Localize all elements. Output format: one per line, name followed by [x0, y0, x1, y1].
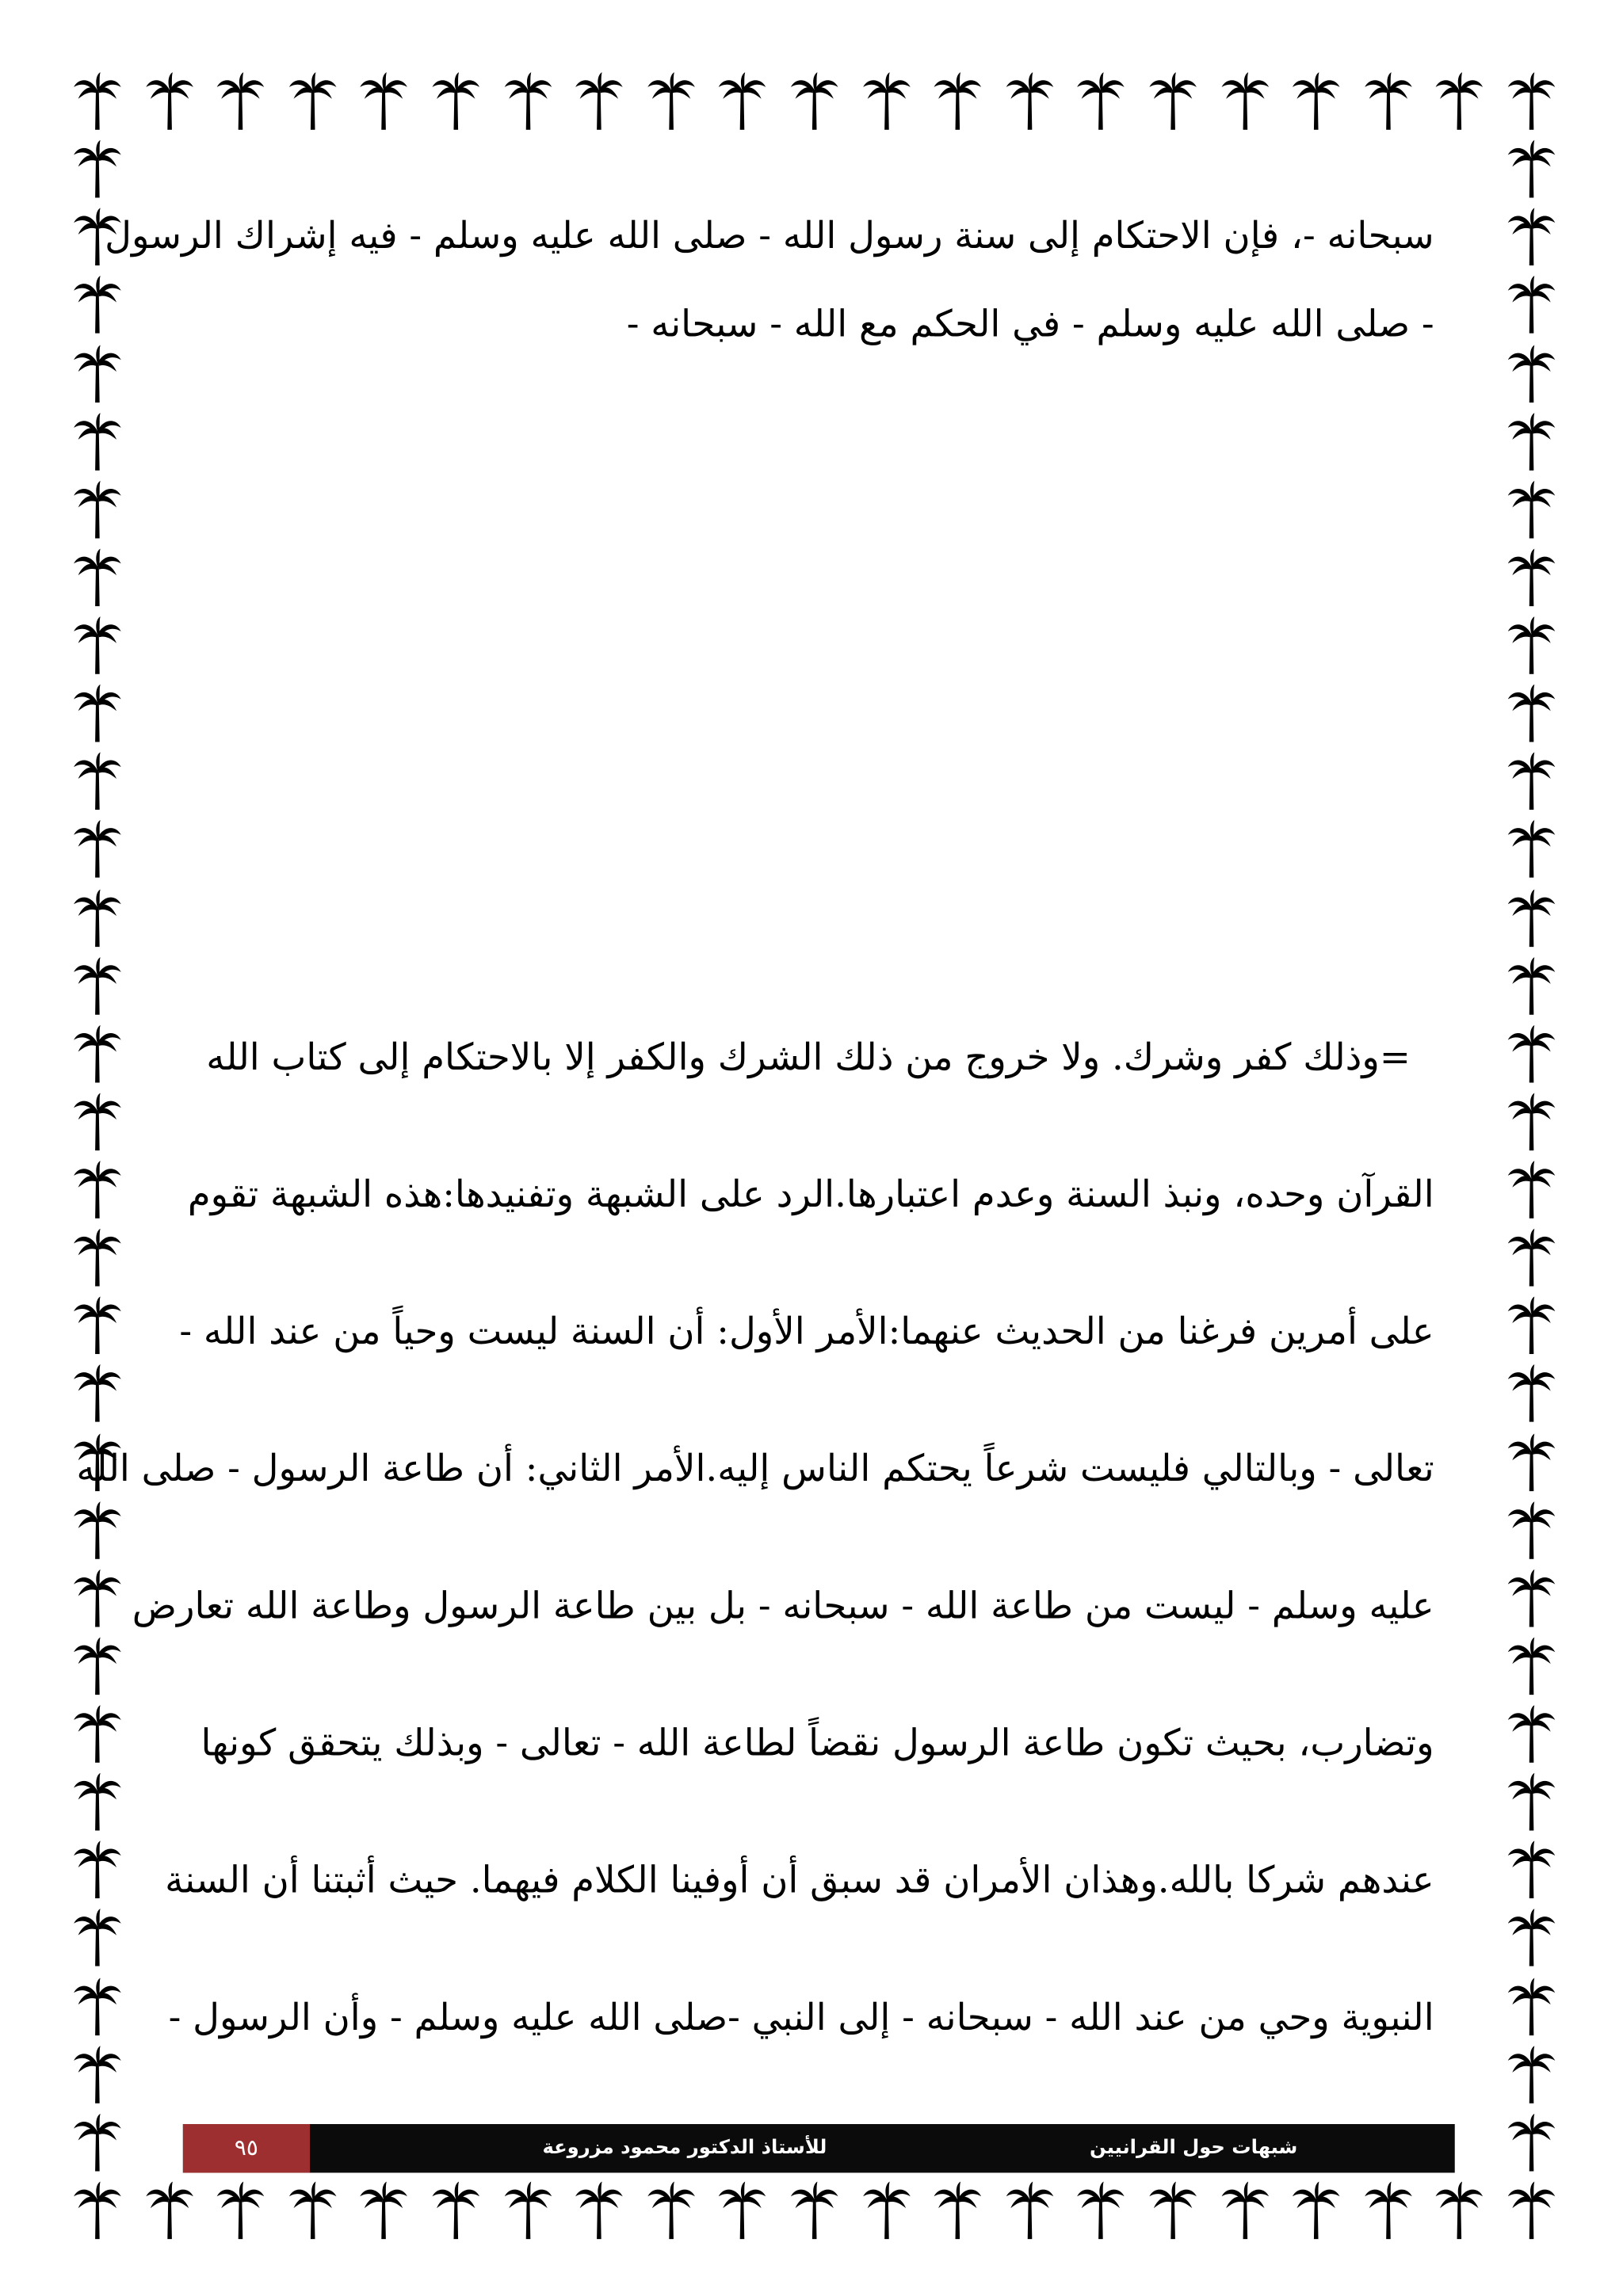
palm-tree-icon [1507, 887, 1556, 946]
palm-tree-icon [1005, 2180, 1055, 2239]
palm-tree-icon [1220, 2180, 1270, 2239]
palm-tree-icon [359, 2180, 409, 2239]
palm-tree-icon [1507, 479, 1556, 538]
palm-tree-icon [216, 71, 265, 129]
text-line: عليه وسلم - ليست من طاعة الله - سبحانه - بل بين طاعة الرسول وطاعة الله تعارض [132, 1584, 1434, 1627]
palm-tree-icon [72, 275, 122, 334]
palm-tree-icon [431, 71, 481, 129]
palm-tree-icon [1507, 343, 1556, 402]
palm-tree-icon [72, 547, 122, 606]
top-paragraph [105, 192, 1434, 368]
palm-tree-icon [1076, 71, 1126, 129]
text-line: سبحانه -، فإن الاحتكام إلى سنة رسول الله - صلى الله عليه وسلم - فيه إشراك الرسول [105, 213, 1434, 257]
palm-tree-icon [1507, 1908, 1556, 1966]
palm-tree-icon [1434, 71, 1484, 129]
palm-tree-icon [72, 1295, 122, 1354]
palm-tree-icon [72, 955, 122, 1014]
palm-tree-icon [1507, 1704, 1556, 1763]
palm-tree-icon [144, 2180, 194, 2239]
palm-tree-icon [1434, 2180, 1484, 2239]
palm-tree-icon [1076, 2180, 1126, 2239]
palm-tree-icon [72, 139, 122, 197]
palm-tree-icon [72, 1704, 122, 1763]
palm-tree-icon [72, 2044, 122, 2103]
palm-tree-icon [1363, 2180, 1413, 2239]
palm-tree-icon [72, 819, 122, 878]
palm-tree-icon [1291, 71, 1341, 129]
palm-tree-icon [72, 615, 122, 673]
palm-tree-icon [1507, 1568, 1556, 1627]
palm-tree-icon [72, 2112, 122, 2171]
palm-tree-icon [72, 71, 122, 129]
palm-tree-icon [1507, 547, 1556, 606]
palm-tree-icon [1507, 2180, 1556, 2239]
palm-tree-icon [72, 887, 122, 946]
palm-tree-icon [1148, 2180, 1197, 2239]
palm-tree-icon [718, 2180, 768, 2239]
palm-tree-icon [1507, 1227, 1556, 1286]
text-line: النبوية وحي من عند الله - سبحانه - إلى النبي -صلى الله عليه وسلم - وأن الرسول - [168, 1996, 1434, 2039]
palm-tree-icon [288, 71, 338, 129]
text-line: عندهم شركا بالله.وهذان الأمران قد سبق أن أوفينا الكلام فيهما. حيث أثبتنا أن السنة [165, 1858, 1434, 1901]
palm-tree-icon [1507, 2112, 1556, 2171]
palm-tree-icon [72, 1227, 122, 1286]
palm-tree-icon [646, 71, 696, 129]
palm-tree-icon [72, 683, 122, 742]
palm-tree-icon [72, 411, 122, 470]
palm-tree-icon [1507, 1295, 1556, 1354]
palm-tree-icon [216, 2180, 265, 2239]
palm-tree-icon [575, 71, 624, 129]
palm-tree-icon [72, 479, 122, 538]
palm-tree-icon [1507, 683, 1556, 742]
page-number: ٩٥ [183, 2124, 310, 2172]
palm-tree-icon [1005, 71, 1055, 129]
palm-tree-icon [1507, 1500, 1556, 1558]
palm-tree-icon [72, 1908, 122, 1966]
palm-tree-icon [72, 1636, 122, 1695]
palm-tree-icon [861, 2180, 911, 2239]
palm-tree-icon [1507, 1432, 1556, 1490]
palm-tree-icon [646, 2180, 696, 2239]
palm-tree-icon [1507, 1363, 1556, 1422]
palm-tree-icon [1507, 615, 1556, 673]
palm-tree-icon [72, 1840, 122, 1898]
palm-tree-icon [1507, 139, 1556, 197]
palm-tree-icon [718, 71, 768, 129]
palm-tree-icon [1363, 71, 1413, 129]
palm-tree-icon [359, 71, 409, 129]
palm-tree-icon [1507, 1159, 1556, 1218]
palm-tree-icon [1220, 71, 1270, 129]
palm-tree-icon [1507, 71, 1556, 129]
footer-book-title: شبهات حول القرانيين [1090, 2137, 1298, 2160]
palm-tree-icon [933, 71, 983, 129]
palm-tree-icon [1507, 207, 1556, 265]
palm-tree-icon [72, 1772, 122, 1830]
palm-tree-icon [72, 343, 122, 402]
text-line: - صلى الله عليه وسلم - في الحكم مع الله - سبحانه - [626, 302, 1434, 345]
palm-tree-icon [431, 2180, 481, 2239]
palm-tree-icon [1507, 1772, 1556, 1830]
main-paragraph [76, 988, 1434, 2085]
palm-tree-icon [72, 1976, 122, 2035]
palm-tree-icon [502, 2180, 552, 2239]
text-line: على أمرين فرغنا من الحديث عنهما:الأمر الأول: أن السنة ليست وحياً من عند الله - [179, 1310, 1434, 1353]
palm-tree-icon [575, 2180, 624, 2239]
palm-tree-icon [1507, 1976, 1556, 2035]
page-footer [183, 2124, 1455, 2172]
palm-tree-icon [72, 1568, 122, 1627]
palm-tree-icon [1507, 275, 1556, 334]
text-line: تعالى - وبالتالي فليست شرعاً يحتكم الناس إليه.الأمر الثاني: أن طاعة الرسول - صلى الله [76, 1447, 1434, 1490]
palm-tree-icon [1507, 2044, 1556, 2103]
palm-tree-icon [288, 2180, 338, 2239]
palm-tree-icon [1507, 1092, 1556, 1150]
palm-tree-icon [1507, 1840, 1556, 1898]
text-line: القرآن وحده، ونبذ السنة وعدم اعتبارها.الرد على الشبهة وتفنيدها:هذه الشبهة تقوم [187, 1173, 1434, 1216]
palm-tree-icon [72, 2180, 122, 2239]
palm-tree-icon [72, 1159, 122, 1218]
palm-tree-icon [72, 1092, 122, 1150]
palm-tree-icon [1507, 1024, 1556, 1082]
palm-tree-icon [1507, 751, 1556, 810]
palm-tree-icon [1291, 2180, 1341, 2239]
palm-tree-icon [72, 1024, 122, 1082]
palm-tree-icon [1507, 955, 1556, 1014]
palm-tree-icon [1507, 1636, 1556, 1695]
palm-tree-icon [1148, 71, 1197, 129]
palm-tree-icon [1507, 819, 1556, 878]
palm-tree-icon [144, 71, 194, 129]
palm-tree-icon [72, 751, 122, 810]
text-line: وتضارب، بحيث تكون طاعة الرسول نقضاً لطاعة الله - تعالى - وبذلك يتحقق كونها [200, 1721, 1434, 1764]
palm-tree-icon [789, 2180, 839, 2239]
palm-tree-icon [861, 71, 911, 129]
palm-tree-icon [502, 71, 552, 129]
palm-tree-icon [933, 2180, 983, 2239]
palm-tree-icon [1507, 411, 1556, 470]
footer-author: للأستاذ الدكتور محمود مزروعة [542, 2137, 827, 2160]
text-line: =وذلك كفر وشرك. ولا خروج من ذلك الشرك والكفر إلا بالاحتكام إلى كتاب الله [206, 1035, 1411, 1078]
palm-tree-icon [789, 71, 839, 129]
